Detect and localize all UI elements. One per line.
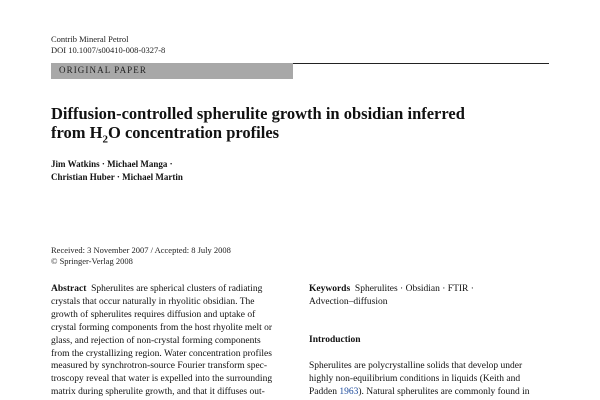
dates-block xyxy=(51,245,231,267)
author-line-2: Christian Huber · Michael Martin xyxy=(51,172,183,182)
intro-line: highly non-equilibrium conditions in liquids (Keith and xyxy=(309,373,521,384)
doi: DOI 10.1007/s00410-008-0327-8 xyxy=(51,45,166,55)
keywords-label: Keywords xyxy=(309,284,351,294)
intro-line: Padden 1963). Natural spherulites are commonly found in xyxy=(309,386,530,397)
author-list xyxy=(51,158,183,184)
citation-link[interactable]: 1963 xyxy=(339,386,359,397)
abstract xyxy=(51,283,291,399)
keywords-line-2: Advection–diffusion xyxy=(309,296,388,307)
abstract-line: crystals that occur naturally in rhyolitic obsidian. The xyxy=(51,296,255,307)
keywords xyxy=(309,283,550,309)
title-line-2: from $H_2O$ concentration profiles xyxy=(51,123,280,146)
journal-name: Contrib Mineral Petrol xyxy=(51,34,129,44)
abstract-line: glass, and rejection of non-crystal forming components xyxy=(51,335,261,346)
intro-line: Spherulites are polycrystalline solids that develop under xyxy=(309,361,523,371)
abstract-label: Abstract xyxy=(51,284,87,294)
author-line-1: Jim Watkins · Michael Manga · xyxy=(51,159,173,169)
paper-title xyxy=(51,104,471,149)
abstract-line: matrix during spherulite growth, and that it diffuses out- xyxy=(51,387,265,398)
section-label: ORIGINAL PAPER xyxy=(59,65,147,75)
abstract-line: from the crystallizing region. Water concentration profiles xyxy=(51,348,272,359)
introduction-heading: Introduction xyxy=(309,335,361,345)
abstract-line: Abstract Spherulites are spherical clusters of radiating xyxy=(51,284,263,294)
abstract-line: troscopy reveal that water is expelled into the surrounding xyxy=(51,374,273,385)
received-accepted: Received: 3 November 2007 / Accepted: 8 July 2008 xyxy=(51,245,231,255)
abstract-line: growth of spherulites requires diffusion and uptake of xyxy=(51,309,256,320)
copyright: © Springer-Verlag 2008 xyxy=(51,256,133,266)
abstract-line: measured by synchrotron-source Fourier transform spec- xyxy=(51,361,268,372)
title-line-1: Diffusion-controlled spherulite growth in obsidian inferred xyxy=(51,104,465,123)
abstract-line: crystal forming components from the host rhyolite melt or xyxy=(51,322,273,333)
introduction-text xyxy=(309,360,550,399)
keywords-line-1: Keywords Spherulites · Obsidian · FTIR · xyxy=(309,284,474,294)
